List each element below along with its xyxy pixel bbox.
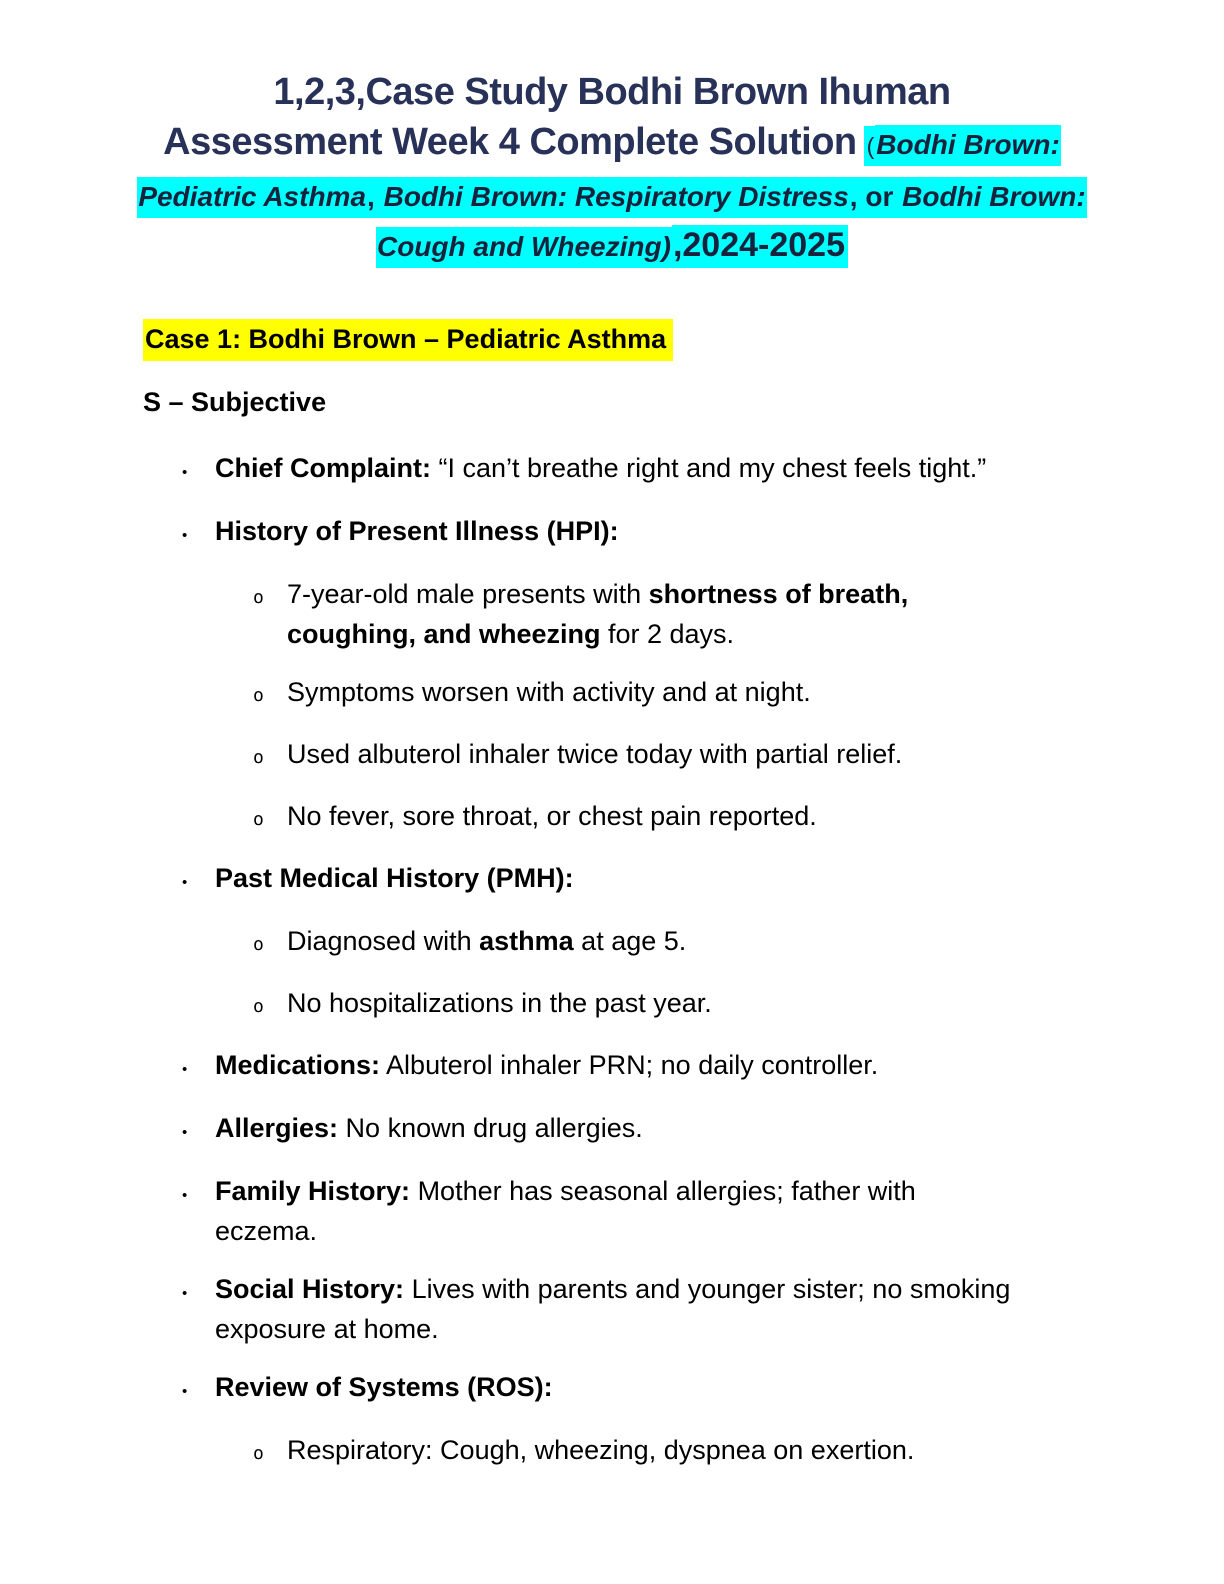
sub-bullet-icon: o — [253, 747, 264, 768]
sub-bullet-bold: coughing, and wheezing — [287, 619, 601, 649]
sub-bullet-value: at age 5. — [573, 926, 687, 956]
sub-bullet-hpi-3 — [143, 734, 1144, 778]
sub-bullet-hpi-4 — [143, 796, 1144, 840]
sub-bullet-bold: asthma — [479, 926, 574, 956]
sub-bullet-value: No fever, sore throat, or chest pain reported. — [287, 801, 817, 831]
bullet-label: Chief Complaint: — [215, 453, 431, 483]
title-line-3 — [0, 171, 1224, 221]
title-highlight-italic: Pediatric Asthma — [137, 177, 367, 218]
bullet-social-history — [143, 1269, 1144, 1349]
title-highlight-italic: Cough and Wheezing) — [376, 227, 672, 268]
bullet-value: Mother has seasonal allergies; father with — [410, 1176, 916, 1206]
sub-bullet-icon: o — [253, 934, 264, 955]
bullet-label: History of Present Illness (HPI): — [215, 516, 619, 546]
bullet-value: eczema. — [215, 1216, 318, 1246]
sub-bullet-value: 7-year-old male presents with — [287, 579, 649, 609]
bullet-medications — [143, 1045, 1144, 1090]
title-highlight-italic: Bodhi Brown: — [875, 125, 1061, 166]
bullet-icon: • — [182, 1285, 188, 1302]
sub-bullet-value: Respiratory: Cough, wheezing, dyspnea on exertion. — [287, 1435, 915, 1465]
bullet-label: Allergies: — [215, 1113, 339, 1143]
bullet-value: Albuterol inhaler PRN; no daily controller. — [380, 1050, 879, 1080]
bullet-pmh — [143, 858, 1144, 903]
bullet-ros — [143, 1367, 1144, 1412]
sub-bullet-pmh-2 — [143, 983, 1144, 1027]
title-highlight-italic: Bodhi Brown: Respiratory Distress — [383, 177, 850, 218]
bullet-value: Lives with parents and younger sister; no smoking — [404, 1274, 1011, 1304]
document-content — [0, 319, 1224, 1474]
sub-bullet-icon: o — [253, 809, 264, 830]
sub-bullet-text — [287, 921, 1144, 961]
bullet-text — [215, 1108, 1120, 1148]
bullet-text — [215, 1171, 1120, 1251]
bullet-text — [215, 1045, 1120, 1085]
sub-bullet-value: Diagnosed with — [287, 926, 480, 956]
title-line-1 — [0, 68, 1224, 118]
bullet-allergies — [143, 1108, 1144, 1153]
bullet-text — [215, 448, 1120, 488]
bullet-label: Medications: — [215, 1050, 381, 1080]
sub-bullet-pmh-1 — [143, 921, 1144, 965]
sub-bullet-ros-1 — [143, 1430, 1144, 1474]
title-highlight-paren: ( — [864, 126, 876, 166]
sub-bullet-icon: o — [253, 996, 264, 1017]
bullet-icon: • — [182, 874, 188, 891]
sub-bullet-value: Symptoms worsen with activity and at night. — [287, 677, 811, 707]
subjective-list — [143, 448, 1144, 1474]
title-main-text: 1,2,3,Case Study Bodhi Brown Ihuman — [273, 71, 951, 113]
sub-bullet-icon: o — [253, 685, 264, 706]
bullet-value: “I can’t breathe right and my chest feels tight.” — [431, 453, 987, 483]
sub-bullet-text — [287, 574, 1144, 654]
sub-bullet-icon: o — [253, 1443, 264, 1464]
title-main-text: Assessment Week 4 Complete Solution — [163, 121, 857, 163]
bullet-label: Review of Systems (ROS): — [215, 1372, 553, 1402]
title-line-2 — [0, 118, 1224, 171]
bullet-icon: • — [182, 1061, 188, 1078]
case-heading-highlight: Case 1: Bodhi Brown – Pediatric Asthma — [143, 319, 673, 361]
sub-bullet-value: No hospitalizations in the past year. — [287, 988, 712, 1018]
bullet-icon: • — [182, 1187, 188, 1204]
sub-bullet-icon: o — [253, 587, 264, 608]
bullet-text — [215, 1269, 1120, 1349]
sub-bullet-bold: shortness of breath, — [648, 579, 909, 609]
sub-bullet-hpi-2 — [143, 672, 1144, 716]
case-heading — [143, 319, 1144, 361]
title-year-text: ,2024-2025 — [672, 225, 848, 268]
sub-bullet-hpi-1 — [143, 574, 1144, 654]
subjective-heading: S – Subjective — [143, 387, 327, 417]
bullet-label: Social History: — [215, 1274, 405, 1304]
sub-bullet-value: for 2 days. — [600, 619, 735, 649]
bullet-value: No known drug allergies. — [338, 1113, 643, 1143]
bullet-family-history — [143, 1171, 1144, 1251]
bullet-icon: • — [182, 527, 188, 544]
bullet-icon: • — [182, 1383, 188, 1400]
bullet-hpi — [143, 511, 1144, 556]
document-title — [0, 0, 1224, 271]
bullet-icon: • — [182, 1124, 188, 1141]
bullet-chief-complaint — [143, 448, 1144, 493]
title-highlight-separator: , — [367, 177, 383, 218]
title-highlight-italic: Bodhi Brown: — [901, 177, 1087, 218]
bullet-icon: • — [182, 464, 188, 481]
sub-bullet-value: Used albuterol inhaler twice today with partial relief. — [287, 739, 903, 769]
bullet-label: Family History: — [215, 1176, 411, 1206]
title-highlight-separator: , or — [850, 177, 901, 218]
bullet-label: Past Medical History (PMH): — [215, 863, 574, 893]
title-line-4 — [0, 221, 1224, 271]
bullet-value: exposure at home. — [215, 1314, 439, 1344]
